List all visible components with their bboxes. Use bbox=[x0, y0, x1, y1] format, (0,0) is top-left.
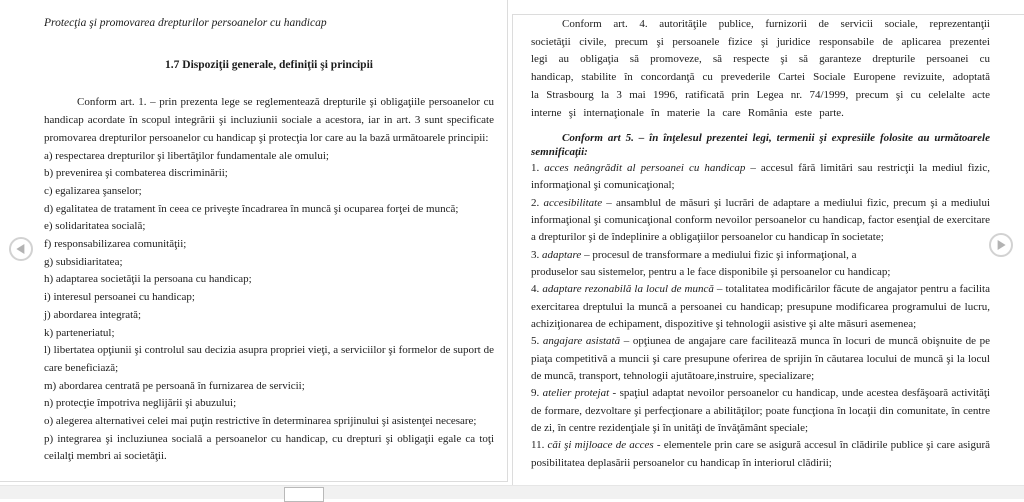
definition-item: 1. acces neângrădit al persoanei cu handicap – accesul fără limitări sau restricţii la mediul fizic, informaţional şi comunicaţional; bbox=[531, 161, 990, 192]
principle-item: d) egalitatea de tratament în ceea ce priveşte încadrarea în muncă şi ocuparea forţei de muncă; bbox=[44, 202, 459, 215]
definition-item: 2. accesibilitate – ansamblul de măsuri şi lucrări de adaptare a mediului fizic, precum şi a mediului informaţional şi comunicaţional conform nevoilor persoanelor cu handicap, factor esenţial de exercitare a drepturilor şi de îndeplinire a obligaţiilor persoanelor cu handicap în societate; bbox=[531, 196, 991, 244]
principle-item: k) parteneriatul; bbox=[44, 326, 115, 339]
principle-item: l) libertatea opţiunii şi controlul sau decizia asupra propriei vieţi, a serviciilor şi formelor de suport de care beneficiază; bbox=[44, 344, 494, 374]
definition-item: 11. căi şi mijloace de acces - elementele prin care se asigură accesul în clădirile publice şi care asigură posibilitatea deplasării persoanelor cu handicap în interiorul clădirii; bbox=[531, 439, 990, 469]
principle-item: o) alegerea alternativei celei mai puţin restrictive în determinarea sprijinului şi asistenţei necesare; bbox=[44, 415, 477, 428]
principle-item: a) respectarea drepturilor şi libertăţilor fundamentale ale omului; bbox=[44, 149, 329, 162]
principle-item: f) responsabilizarea comunităţii; bbox=[44, 238, 187, 251]
document-page-right bbox=[512, 14, 1024, 488]
previous-page-button[interactable] bbox=[9, 237, 33, 261]
definition-item: 5. angajare asistată – opţiunea de angajare care facilitează munca în locuri de muncă obişnuite de pe piaţa competitivă a muncii şi care presupune oferirea de sprijin în căutarea locului de muncă şi la locul de muncă, transport, tehnologii ajutătoare,instruire, specializare; bbox=[531, 335, 991, 382]
article-4-paragraph: Conform art. 4. autorităţile publice, furnizorii de servicii sociale, reprezentanţii societăţii civile, precum şi persoanele fizice şi juridice responsabile de aplicarea prezentei legi au obligaţia să promoveze, să respecte şi să garanteze drepturile persoanei cu handicap, stabilite în concordanţă cu prevederile Cartei Sociale Europene revizuite, adoptată la Strasbourg la 3 mai 1996, ratificată prin Legea nr. 74/1999, precum şi cu celelalte acte interne şi internaţionale în materie la care România este parte. bbox=[531, 18, 990, 119]
article-5-lead-paragraph: Conform art 5. – în înţelesul prezentei legi, termenii şi expresiile folosite au următoarele semnificaţii: bbox=[531, 132, 990, 159]
principle-item: m) abordarea centrată pe persoană în furnizarea de servicii; bbox=[44, 379, 305, 392]
principle-item: p) integrarea şi incluziunea socială a persoanelor cu handicap, cu drepturi şi obligaţii egale ca toţi ceilalţi membri ai societăţii. bbox=[44, 432, 494, 463]
principle-item: j) abordarea integrată; bbox=[44, 308, 142, 321]
definition-item: 9. atelier protejat - spaţiul adaptat nevoilor persoanelor cu handicap, unde acestea desfăşoară activităţi de formare, dezvoltare şi perfecţionare a abilităţilor; poate funcţiona în locaţii din comunitate, în centre de zi, în centre rezidenţiale şi în unităţi de învăţământ speciale; bbox=[531, 387, 991, 434]
definitions-list bbox=[531, 160, 990, 472]
viewer-footer-bar bbox=[0, 485, 1024, 499]
definition-item: 4. adaptare rezonabilă la locul de muncă – totalitatea modificărilor făcute de angajator pentru a facilita exercitarea dreptului la muncă a persoanei cu handicap; presupune modificarea programului de lucru, achiziţionarea de echipament, dispozitive şi tehnologii asistive şi alte măsuri asemenea; bbox=[531, 283, 990, 330]
page-number-box[interactable] bbox=[284, 487, 324, 502]
document-running-header: Protecţia şi promovarea drepturilor persoanelor cu handicap bbox=[44, 17, 327, 29]
document-page-left bbox=[0, 0, 508, 482]
section-heading: 1.7 Dispoziţii generale, definiţii şi principii bbox=[165, 58, 373, 71]
principles-list bbox=[44, 148, 494, 467]
definition-item: 3. adaptare – procesul de transformare a mediului fizic şi informaţional, a produselor sau sistemelor, pentru a le face disponibile şi persoanelor cu handicap; bbox=[531, 248, 891, 278]
article-1-paragraph: Conform art. 1. – prin prezenta lege se reglementează drepturile şi obligaţiile persoanelor cu handicap acordate în scopul integrării şi incluziunii sociale a acestora, iar in art. 3 sunt specificate promovarea drepturilor persoanelor cu handicap şi protecţia lor care au la bază următoarele principii: bbox=[44, 96, 494, 144]
triangle-right-icon bbox=[998, 240, 1006, 250]
principle-item: i) interesul persoanei cu handicap; bbox=[44, 291, 195, 304]
principle-item: n) protecţie împotriva neglijării şi abuzului; bbox=[44, 397, 237, 410]
next-page-button[interactable] bbox=[989, 233, 1013, 257]
principle-item: c) egalizarea şanselor; bbox=[44, 184, 142, 197]
principle-item: g) subsidiaritatea; bbox=[44, 255, 123, 268]
principle-item: e) solidaritatea socială; bbox=[44, 220, 146, 233]
principle-item: b) prevenirea şi combaterea discriminării; bbox=[44, 167, 228, 180]
triangle-left-icon bbox=[16, 244, 24, 254]
principle-item: h) adaptarea societăţii la persoana cu handicap; bbox=[44, 273, 252, 286]
right-page-column bbox=[531, 16, 990, 472]
